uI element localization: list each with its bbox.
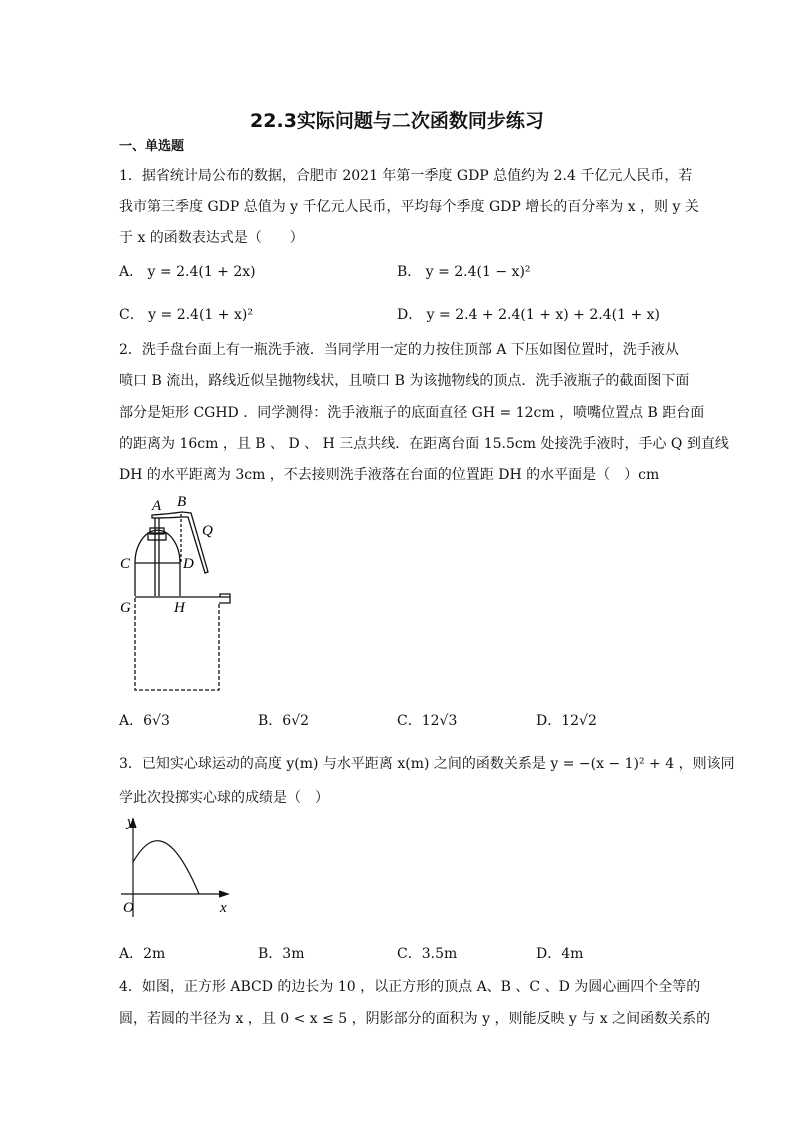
parabola-graph [110,812,240,922]
q1-option-c[interactable]: C． y = 2.4(1 + x)² [119,307,253,323]
q2-option-d[interactable]: D．12√2 [536,713,597,729]
q2-line: 2．洗手盘台面上有一瓶洗手液．当同学用一定的力按住顶部 A 下压如图位置时，洗手液从 [119,342,679,358]
section-heading: 一、单选题 [119,139,185,154]
page-title: 22.3实际问题与二次函数同步练习 [250,110,544,132]
q2-option-b[interactable]: B．6√2 [258,713,310,729]
label-c: C [120,556,131,572]
axis-label-x: x [220,900,227,916]
q2-line: 的距离为 16cm ，且 B 、 D 、 H 三点共线．在距离台面 15.5cm 处接洗手液时，手心 Q 到直线 [119,436,729,452]
q1-line: 1．据省统计局公布的数据，合肥市 2021 年第一季度 GDP 总值约为 2.4 千亿元人民币，若 [119,168,693,184]
axis-label-y: y [127,814,134,830]
q4-line: 4．如图，正方形 ABCD 的边长为 10 ，以正方形的顶点 A、B 、C 、D 为圆心画四个全等的 [119,979,701,995]
q3-option-a[interactable]: A．2m [119,946,166,962]
soap-bottle-figure [110,490,260,700]
q2-line: 部分是矩形 CGHD ．同学测得：洗手液瓶子的底面直径 GH = 12cm ，喷嘴位置点 B 距台面 [119,405,705,421]
q1-option-d[interactable]: D． y = 2.4 + 2.4(1 + x) + 2.4(1 + x) [397,307,660,323]
q1-line: 于 x 的函数表达式是（ ） [119,230,304,246]
q4-line: 圆，若圆的半径为 x ，且 0 < x ≤ 5 ，阴影部分的面积为 y ，则能反映 y 与 x 之间函数关系的 [119,1011,711,1027]
q1-option-a[interactable]: A． y = 2.4(1 + 2x) [119,264,256,280]
label-a: A [152,498,162,514]
label-b: B [177,494,187,510]
q3-option-d[interactable]: D．4m [536,946,584,962]
label-d: D [183,556,194,572]
q2-option-c[interactable]: C．12√3 [397,713,458,729]
q3-line: 3．已知实心球运动的高度 y(m) 与水平距离 x(m) 之间的函数关系是 y = −(x − 1)² + 4 ，则该同 [119,756,735,772]
q1-option-b[interactable]: B． y = 2.4(1 − x)² [397,264,531,280]
label-h: H [174,600,185,616]
q3-line: 学此次投掷实心球的成绩是（ ） [119,790,329,806]
label-g: G [120,600,131,616]
q3-option-b[interactable]: B．3m [258,946,305,962]
origin-label: O [123,900,134,916]
q3-option-c[interactable]: C．3.5m [397,946,458,962]
q1-line: 我市第三季度 GDP 总值为 y 千亿元人民币，平均每个季度 GDP 增长的百分率为 x ，则 y 关 [119,199,699,215]
q2-option-a[interactable]: A．6√3 [119,713,170,729]
q2-line: DH 的水平距离为 3cm ，不去接则洗手液落在台面的位置距 DH 的水平面是（ ）cm [119,467,660,483]
label-q: Q [202,523,213,539]
q2-line: 喷口 B 流出，路线近似呈抛物线状，且喷口 B 为该抛物线的顶点．洗手液瓶子的截面图下面 [119,373,690,389]
